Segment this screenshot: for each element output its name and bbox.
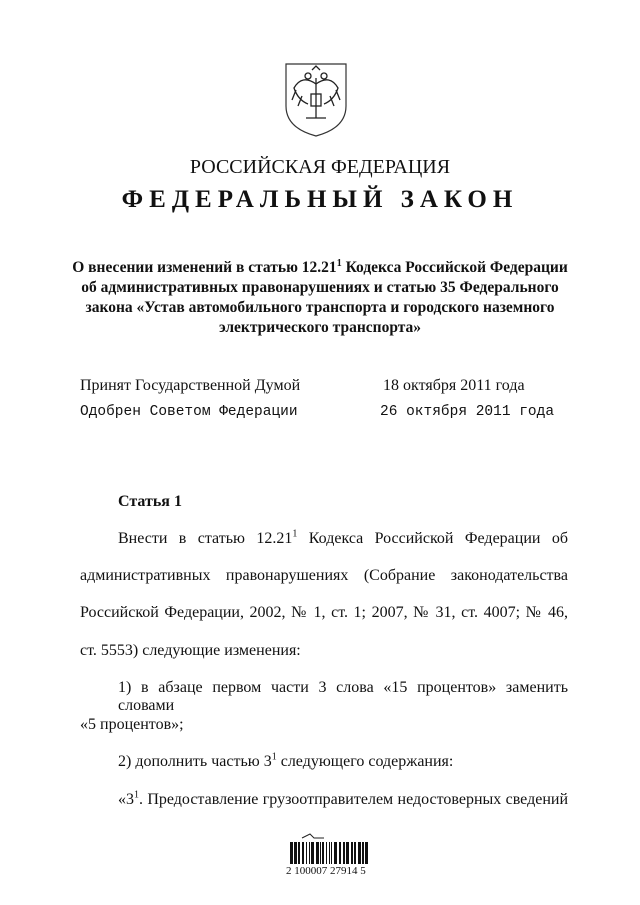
title-line: Кодекса Российской Федерации — [341, 259, 568, 276]
body-line: Российской Федерации, 2002, № 1, ст. 1; 2007, № 31, ст. 4007; № 46, — [80, 604, 568, 621]
barcode-image — [288, 832, 370, 866]
article-heading: Статья 1 — [118, 493, 182, 510]
title-line: закона «Устав автомобильного транспорта и городского наземного — [85, 299, 555, 316]
title-line: электрического транспорта» — [218, 319, 422, 336]
title-line: об административных правонарушениях и статью 35 Федерального — [81, 279, 559, 296]
body-line: «5 процентов»; — [80, 716, 184, 733]
body-line: «$3^1$. Предоставление грузоотправителем недостоверных сведений — [118, 789, 568, 808]
approved-date: 26 октября 2011 года — [380, 404, 555, 420]
adopted-label: Принят Государственной Думой — [80, 377, 301, 394]
body-line: административных правонарушениях (Собрание законодательства — [80, 567, 568, 584]
country-name: РОССИЙСКАЯ ФЕДЕРАЦИЯ — [189, 156, 451, 178]
coat-of-arms-emblem — [282, 60, 350, 138]
document-type: ФЕДЕРАЛЬНЫЙ ЗАКОН — [121, 186, 519, 213]
title-line: О внесении изменений в статью 12.21 — [72, 259, 337, 276]
body-line: ст. 5553) следующие изменения: — [80, 642, 301, 659]
barcode-number: 2 100007 27914 5 — [286, 865, 366, 877]
approved-label: Одобрен Советом Федерации — [80, 404, 298, 420]
body-line: Внести в статью 12.21$^1$ Кодекса Российской Федерации об — [118, 528, 568, 547]
body-line: 2) дополнить частью $3^1$ следующего содержания: — [118, 751, 454, 770]
body-line: 1) в абзаце первом части 3 слова «15 процентов» заменить словами — [118, 679, 568, 714]
law-title — [0, 258, 640, 338]
adopted-date: 18 октября 2011 года — [383, 377, 525, 394]
superscript: 1 — [336, 257, 342, 269]
